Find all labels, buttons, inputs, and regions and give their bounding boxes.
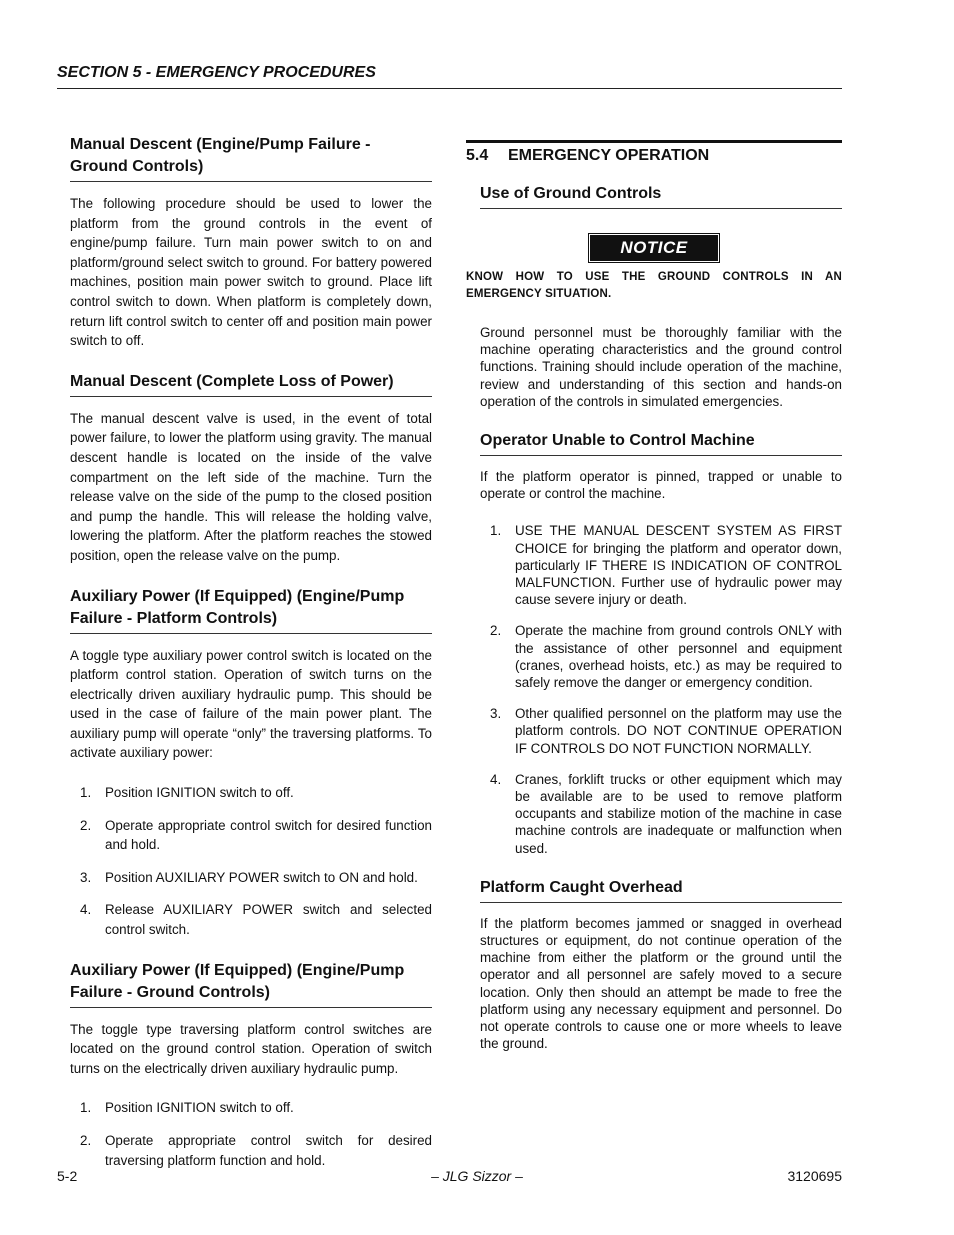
notice-badge: NOTICE (590, 235, 717, 261)
paragraph-manual-descent-engine: The following procedure should be used to lower the platform from the ground controls in the event of engine/pump failure. Turn main power switch to on and platform/ground select switch to ground. For battery powered machines, position main power switch to ground. Place lift control switch to down. When platform is completely down, return lift control switch to center off and position main power switch to off. (70, 196, 432, 349)
list-item: 2. Operate appropriate control switch for desired traversing platform function and hold. (80, 1133, 432, 1168)
main-heading: 5.4 EMERGENCY OPERATION (466, 140, 842, 165)
list-item: 1. USE THE MANUAL DESCENT SYSTEM AS FIRST CHOICE for bringing the platform and operator down, particularly IF THERE IS INDICATION OF CONTROL MALFUNCTION. Further use of hydraulic power may cause severe injury or death. (490, 523, 842, 608)
heading-manual-descent-power: Manual Descent (Complete Loss of Power) (70, 371, 432, 397)
steps-aux-power-ground (70, 1098, 432, 1170)
notice-text: KNOW HOW TO USE THE GROUND CONTROLS IN AN EMERGENCY SITUATION. (466, 271, 842, 300)
paragraph-aux-power-platform: A toggle type auxiliary power control switch is located on the platform control station. Operation of switch turns on the electrically driven auxiliary hydraulic pump. This should be used in the case of failure of the main power plant. The auxiliary pump will operate “only” the traversing platforms. To activate auxiliary power: (70, 647, 432, 761)
footer-title: – JLG Sizzor – (431, 1168, 523, 1184)
list-item: 2. Operate appropriate control switch for desired function and hold. (80, 817, 432, 853)
list-item: 4. Release AUXILIARY POWER switch and selected control switch. (80, 902, 432, 938)
list-item: 1. Position IGNITION switch to off. (80, 785, 294, 801)
heading-aux-power-ground: Auxiliary Power (If Equipped) (Engine/Pump Failure - Ground Controls) (70, 960, 432, 1008)
document-number: 3120695 (787, 1168, 842, 1184)
list-item: 3. Other qualified personnel on the platform may use the platform controls. DO NOT CONTINUE OPERATION IF CONTROLS DO NOT FUNCTION NORMALLY. (490, 706, 842, 756)
heading-use-ground-controls: Use of Ground Controls (480, 183, 842, 209)
paragraph-platform-caught: If the platform becomes jammed or snagged in overhead structures or equipment, do not continue operation of the machine from either the platform or the ground until the operator and all personnel are safely moved to a secure location. Only then should an attempt be made to free the platform using any necessary equipment and personnel. Do not operate controls to cause one or more wheels to leave the ground. (480, 915, 842, 1052)
list-item: 4. Cranes, forklift trucks or other equipment which may be available are to be used to remove platform occupants and stabilize motion of the machine in case machine controls are inadequate or malfunction when used. (490, 771, 842, 856)
left-column (70, 134, 432, 1190)
heading-manual-descent-engine: Manual Descent (Engine/Pump Failure - Ground Controls) (70, 134, 432, 182)
paragraph-manual-descent-power: The manual descent valve is used, in the event of total power failure, to lower the platform using gravity. The manual descent handle is located on the inside of the valve compartment on the left side of the machine. Turn the release valve on the side of the pump to the closed position and pump the handle. This will release the holding valve, lowering the platform. After the platform reaches the stowed position, open the release valve on the pump. (70, 410, 432, 563)
page-number: 5-2 (57, 1168, 78, 1184)
heading-operator-unable: Operator Unable to Control Machine (480, 430, 842, 456)
steps-operator-unable (480, 522, 842, 856)
paragraph-operator-unable: If the platform operator is pinned, trapped or unable to operate or control the machine. (480, 469, 842, 502)
list-item: 1. Position IGNITION switch to off. (80, 1100, 294, 1116)
section-header: SECTION 5 - EMERGENCY PROCEDURES (57, 64, 842, 89)
heading-platform-caught: Platform Caught Overhead (480, 877, 842, 903)
list-item: 3. Position AUXILIARY POWER switch to ON and hold. (80, 869, 418, 885)
paragraph-aux-power-ground: The toggle type traversing platform control switches are located on the ground control station. Operation of switch turns on the electrically driven auxiliary hydraulic pump. (70, 1021, 432, 1076)
right-column (466, 140, 842, 1073)
paragraph-use-ground-controls: Ground personnel must be thoroughly familiar with the machine operating characteristics and the ground control functions. Training should include operation of the machine, review and understanding of this section and hands-on operation of the controls in simulated emergencies. (480, 325, 842, 409)
steps-aux-power-platform (70, 783, 432, 940)
notice-box (466, 235, 842, 261)
list-item: 2. Operate the machine from ground controls ONLY with the assistance of other personnel and equipment (cranes, overhead hoists, etc.) as may be required to safely remove the danger or emergency condition. (490, 623, 842, 691)
heading-aux-power-platform: Auxiliary Power (If Equipped) (Engine/Pump Failure - Platform Controls) (70, 586, 432, 634)
